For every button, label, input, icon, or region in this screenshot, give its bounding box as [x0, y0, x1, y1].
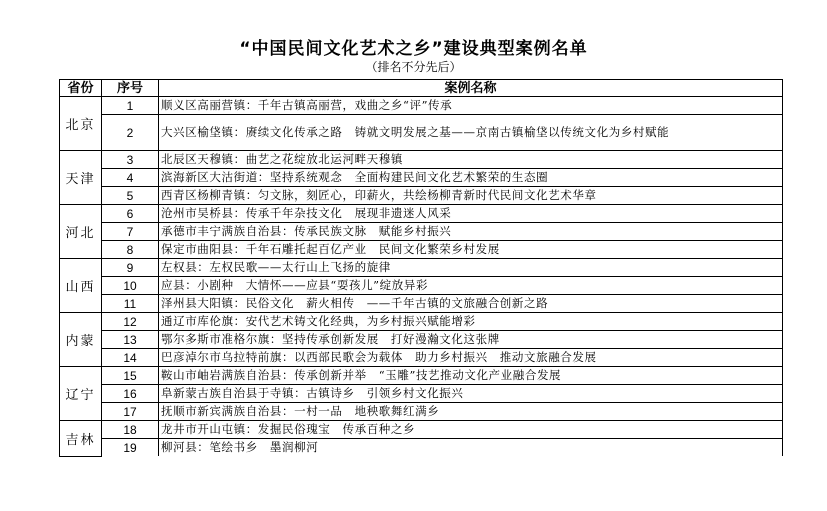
header-number: 序号: [102, 80, 159, 97]
table-row: [60, 187, 783, 205]
row-number: 13: [102, 331, 159, 349]
table-row: [60, 349, 783, 367]
case-list-table: [59, 79, 783, 457]
province-cell: 内蒙: [60, 313, 102, 367]
case-name: 鞍山市岫岩满族自治县：传承创新并举 “玉雕”技艺推动文化产业融合发展: [159, 367, 783, 385]
province-cell: 河北: [60, 205, 102, 259]
row-number: 9: [102, 259, 159, 277]
table-row: [60, 241, 783, 259]
document-subtitle: （排名不分先后）: [365, 60, 462, 74]
table-row: [60, 151, 783, 169]
case-name: 抚顺市新宾满族自治县：一村一品 地秧歌舞红满乡: [159, 403, 783, 421]
case-name: 滨海新区大沽街道：坚持系统观念 全面构建民间文化艺术繁荣的生态圈: [159, 169, 783, 187]
province-cell: 山西: [60, 259, 102, 313]
case-name: 龙井市开山屯镇：发掘民俗瑰宝 传承百种之乡: [159, 421, 783, 439]
row-number: 11: [102, 295, 159, 313]
document-title: “中国民间文化艺术之乡”建设典型案例名单: [239, 39, 588, 59]
table-row: [60, 277, 783, 295]
province-cell: 天津: [60, 151, 102, 205]
row-number: 16: [102, 385, 159, 403]
table-row: [60, 169, 783, 187]
case-name: 沧州市吴桥县：传承千年杂技文化 展现非遗迷人风采: [159, 205, 783, 223]
row-number: 4: [102, 169, 159, 187]
case-name: 通辽市库伦旗：安代艺术铸文化经典，为乡村振兴赋能增彩: [159, 313, 783, 331]
case-name: 保定市曲阳县：千年石雕托起百亿产业 民间文化繁荣乡村发展: [159, 241, 783, 259]
table-row: [60, 223, 783, 241]
case-name: 左权县：左权民歌——太行山上飞扬的旋律: [159, 259, 783, 277]
table-row: [60, 439, 783, 457]
row-number: 7: [102, 223, 159, 241]
row-number: 6: [102, 205, 159, 223]
case-name: 西青区杨柳青镇：匀文脉，刻匠心，印薪火，共绘杨柳青新时代民间文化艺术华章: [159, 187, 783, 205]
case-name: 承德市丰宁满族自治县：传承民族文脉 赋能乡村振兴: [159, 223, 783, 241]
province-cell: 吉林: [60, 421, 102, 457]
table-row: [60, 385, 783, 403]
case-name: 顺义区高丽营镇：千年古镇高丽营，戏曲之乡“评”传承: [159, 97, 783, 115]
case-name: 泽州县大阳镇：民俗文化 薪火相传 ——千年古镇的文旅融合创新之路: [159, 295, 783, 313]
table-row: [60, 367, 783, 385]
case-name: 柳河县：笔绘书乡 墨润柳河: [159, 439, 783, 457]
row-number: 8: [102, 241, 159, 259]
table-row: [60, 403, 783, 421]
case-name: 阜新蒙古族自治县于寺镇：古镇诗乡 引领乡村文化振兴: [159, 385, 783, 403]
table-row: [60, 97, 783, 115]
case-name: 大兴区榆垡镇：赓续文化传承之路 铸就文明发展之基——京南古镇榆垡以传统文化为乡村赋能: [159, 115, 783, 151]
row-number: 19: [102, 439, 159, 457]
table-row: [60, 295, 783, 313]
case-name: 巴彦淖尔市乌拉特前旗：以西部民歌会为载体 助力乡村振兴 推动文旅融合发展: [159, 349, 783, 367]
table-row: [60, 205, 783, 223]
case-name: 应县：小剧种 大情怀——应县“耍孩儿”绽放异彩: [159, 277, 783, 295]
row-number: 17: [102, 403, 159, 421]
table-row: [60, 421, 783, 439]
row-number: 12: [102, 313, 159, 331]
table-row: [60, 313, 783, 331]
header-case-name: 案例名称: [159, 80, 783, 97]
row-number: 3: [102, 151, 159, 169]
table-row: [60, 115, 783, 151]
row-number: 14: [102, 349, 159, 367]
row-number: 2: [102, 115, 159, 151]
row-number: 1: [102, 97, 159, 115]
table-row: [60, 331, 783, 349]
row-number: 15: [102, 367, 159, 385]
row-number: 5: [102, 187, 159, 205]
header-province: 省份: [60, 80, 102, 97]
table-row: [60, 259, 783, 277]
case-name: 北辰区天穆镇：曲艺之花绽放北运河畔天穆镇: [159, 151, 783, 169]
province-cell: 辽宁: [60, 367, 102, 421]
case-name: 鄂尔多斯市准格尔旗：坚持传承创新发展 打好漫瀚文化这张牌: [159, 331, 783, 349]
province-cell: 北京: [60, 97, 102, 151]
table-header-row: [60, 80, 783, 97]
row-number: 10: [102, 277, 159, 295]
row-number: 18: [102, 421, 159, 439]
